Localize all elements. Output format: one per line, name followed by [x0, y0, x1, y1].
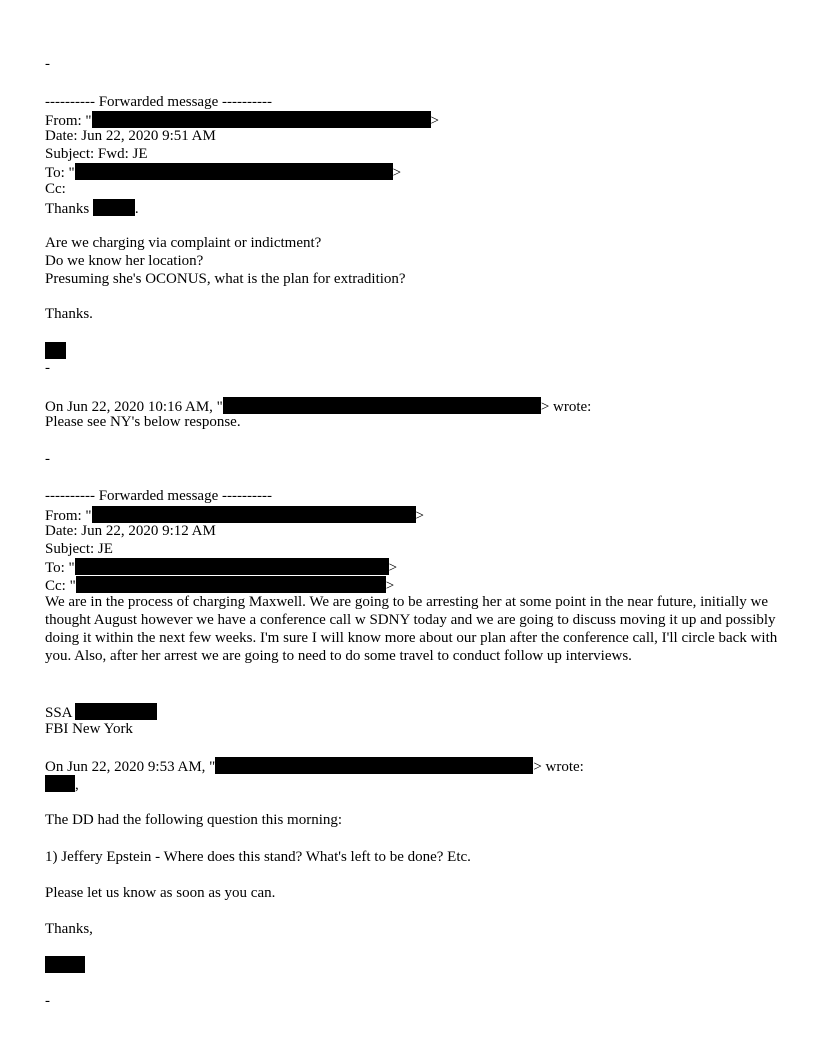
body-line: Please let us know as soon as you can.	[45, 885, 276, 901]
thanks-line: Thanks,	[45, 921, 93, 937]
redaction-block	[45, 342, 66, 359]
period: .	[134, 201, 139, 217]
angle-close: >	[415, 508, 425, 524]
redaction-block	[75, 163, 393, 180]
body-line: The DD had the following question this morning:	[45, 812, 343, 828]
thanks-label: Thanks	[45, 201, 90, 217]
from-label: From: "	[45, 113, 92, 129]
signature-title	[45, 703, 157, 722]
wrote-label: > wrote:	[533, 759, 584, 775]
angle-close: >	[392, 165, 402, 181]
on-prefix: On Jun 22, 2020 10:16 AM, "	[45, 399, 223, 415]
ssa-label: SSA	[45, 705, 72, 721]
separator-dash: -	[45, 56, 50, 72]
redaction-block	[45, 956, 85, 973]
redaction-block	[75, 703, 157, 720]
redaction-block	[75, 558, 389, 575]
redaction-block	[92, 111, 431, 128]
signature-line	[45, 956, 85, 975]
angle-close: >	[385, 578, 395, 594]
subject-line: Subject: Fwd: JE	[45, 146, 148, 162]
from-label: From: "	[45, 508, 92, 524]
message-body: We are in the process of charging Maxwell. We are going to be arresting her at some point in the near future, initially we thought August however we have a conference call w SDNY today and we are going to discuss moving it up and possibly doing it within the next few weeks. I'm sure I will know more about our plan after the conference call, I'll circle back with you. Also, after her arrest we are going to need to do some travel to conduct follow up interviews.	[45, 594, 778, 664]
forwarded-header: ---------- Forwarded message ----------	[45, 94, 272, 110]
redaction-block	[92, 506, 416, 523]
comma: ,	[75, 777, 79, 793]
question-line: Are we charging via complaint or indictment?	[45, 235, 322, 251]
cc-label: Cc: "	[45, 578, 76, 594]
angle-close: >	[430, 113, 440, 129]
separator-dash: -	[45, 451, 50, 467]
redaction-block	[223, 397, 541, 414]
body-line: Please see NY's below response.	[45, 414, 241, 430]
greeting-line	[45, 775, 79, 794]
forwarded-header: ---------- Forwarded message ----------	[45, 488, 272, 504]
on-prefix: On Jun 22, 2020 9:53 AM, "	[45, 759, 216, 775]
cc-line: Cc:	[45, 181, 66, 197]
redaction-block	[93, 199, 135, 216]
to-line	[45, 558, 397, 577]
thanks-line	[45, 199, 139, 218]
redaction-block	[45, 775, 75, 792]
date-line: Date: Jun 22, 2020 9:12 AM	[45, 523, 216, 539]
separator-dash: -	[45, 360, 50, 376]
list-item: 1) Jeffery Epstein - Where does this stand? What's left to be done? Etc.	[45, 849, 471, 865]
redaction-block	[76, 576, 386, 593]
to-label: To: "	[45, 165, 75, 181]
date-line: Date: Jun 22, 2020 9:51 AM	[45, 128, 216, 144]
wrote-label: > wrote:	[540, 399, 592, 415]
to-line	[45, 163, 401, 182]
question-line: Do we know her location?	[45, 253, 204, 269]
on-wrote-line	[45, 757, 584, 776]
redaction-block	[215, 757, 533, 774]
to-label: To: "	[45, 560, 75, 576]
question-line: Presuming she's OCONUS, what is the plan for extradition?	[45, 271, 406, 287]
angle-close: >	[388, 560, 398, 576]
subject-line: Subject: JE	[45, 541, 113, 557]
thanks-line: Thanks.	[45, 306, 93, 322]
signature-office: FBI New York	[45, 721, 133, 737]
separator-dash: -	[45, 993, 50, 1009]
signature-line	[45, 342, 66, 361]
